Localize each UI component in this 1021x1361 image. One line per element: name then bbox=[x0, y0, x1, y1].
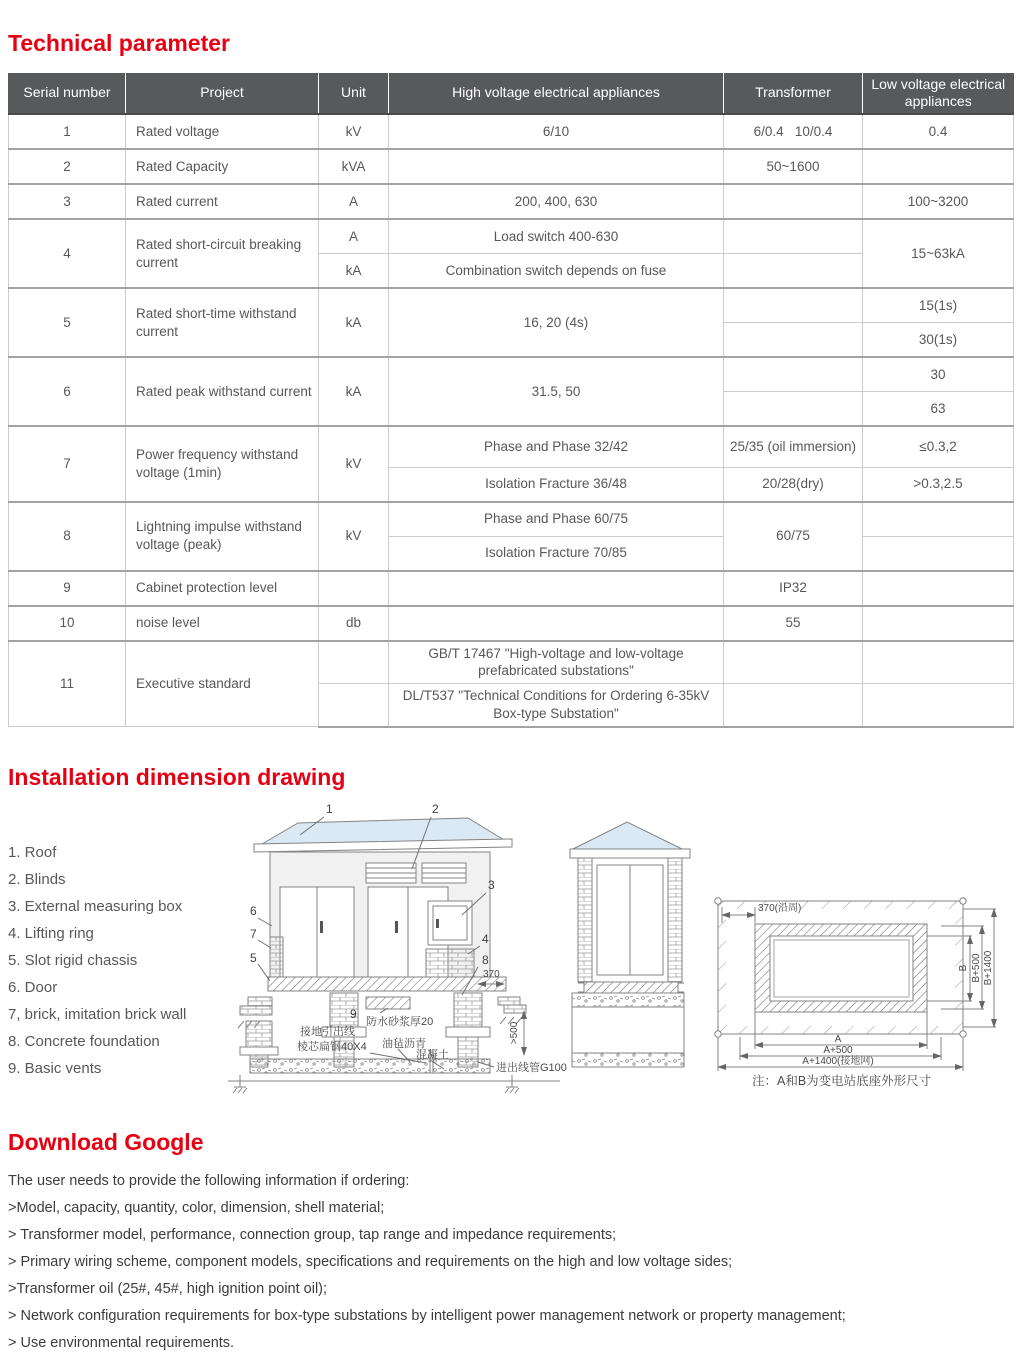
table-cell: db bbox=[319, 606, 389, 641]
gravel-band bbox=[250, 1059, 490, 1073]
table-cell: Load switch 400-630 bbox=[389, 219, 724, 254]
table-cell bbox=[724, 288, 863, 323]
label-flat-steel: 棱芯扁钢40X4 bbox=[297, 1040, 367, 1053]
label-conduit: 进出线管G100 bbox=[496, 1061, 567, 1074]
table-cell: 6/10 bbox=[389, 114, 724, 149]
table-cell: 11 bbox=[9, 641, 126, 727]
table-cell: kV bbox=[319, 502, 389, 571]
table-cell: kA bbox=[319, 288, 389, 357]
dim-370-front: 370 bbox=[483, 968, 500, 980]
technical-parameter-table bbox=[8, 73, 1014, 728]
installation-heading: Installation dimension drawing bbox=[8, 763, 346, 790]
legend-item: 9. Basic vents bbox=[8, 1059, 102, 1077]
ordering-item: > Use environmental requirements. bbox=[8, 1334, 235, 1351]
label-asphalt-felt: 油毡沥青 bbox=[382, 1037, 426, 1050]
table-cell: A bbox=[319, 219, 389, 254]
legend-item: 7, brick, imitation brick wall bbox=[8, 1005, 187, 1023]
label-ground-wire: 接地引出线 bbox=[300, 1025, 355, 1038]
technical-parameter-heading: Technical parameter bbox=[8, 30, 231, 56]
foundation-pier-right bbox=[446, 993, 490, 1067]
table-cell: kA bbox=[319, 357, 389, 426]
table-cell: kVA bbox=[319, 149, 389, 184]
measuring-box-window bbox=[428, 901, 472, 945]
table-cell: Rated Capacity bbox=[126, 149, 319, 184]
front-view bbox=[228, 802, 567, 1093]
table-row bbox=[9, 426, 1014, 467]
table-cell: 3 bbox=[9, 184, 126, 219]
label-waterproof-mortar: 防水砂浆厚20 bbox=[366, 1015, 434, 1028]
table-cell bbox=[389, 571, 724, 606]
table-cell: GB/T 17467 "High-voltage and low-voltage prefabricated substations" bbox=[389, 641, 724, 684]
table-cell: Isolation Fracture 36/48 bbox=[389, 467, 724, 502]
table-cell: IP32 bbox=[724, 571, 863, 606]
table-cell: Executive standard bbox=[126, 641, 319, 727]
callout-2: 2 bbox=[432, 801, 439, 816]
ground-steps-left bbox=[238, 997, 278, 1067]
download-heading: Download Google bbox=[8, 1128, 204, 1155]
table-row bbox=[9, 184, 1014, 219]
table-cell bbox=[389, 606, 724, 641]
column-header-transformer: Transformer bbox=[724, 73, 863, 114]
callout-4: 4 bbox=[482, 931, 489, 946]
table-cell bbox=[724, 219, 863, 254]
ordering-item: > Transformer model, performance, connection group, tap range and impedance requirements; bbox=[8, 1226, 617, 1243]
table-cell: 4 bbox=[9, 219, 126, 288]
table-cell: >0.3,2.5 bbox=[863, 467, 1014, 502]
table-cell bbox=[724, 392, 863, 427]
side-brick-left bbox=[578, 858, 592, 982]
table-cell: Rated short-circuit breaking current bbox=[126, 219, 319, 288]
table-cell: Rated peak withstand current bbox=[126, 357, 319, 426]
table-cell: Cabinet protection level bbox=[126, 571, 319, 606]
table-header-row bbox=[9, 73, 1014, 114]
table-cell bbox=[319, 684, 389, 727]
column-header-unit: Unit bbox=[319, 73, 389, 114]
side-roof bbox=[573, 822, 682, 849]
ground-steps-right bbox=[498, 997, 526, 1024]
table-cell: 16, 20 (4s) bbox=[389, 288, 724, 357]
ordering-intro: The user needs to provide the following information if ordering: bbox=[8, 1172, 410, 1189]
table-cell bbox=[724, 323, 863, 358]
table-cell: Phase and Phase 60/75 bbox=[389, 502, 724, 537]
table-cell: DL/T537 "Technical Conditions for Ordering 6-35kV Box-type Substation" bbox=[389, 684, 724, 727]
brick-wall-left bbox=[270, 937, 283, 977]
column-header-project: Project bbox=[126, 73, 319, 114]
table-cell: 0.4 bbox=[863, 114, 1014, 149]
legend-item: 5. Slot rigid chassis bbox=[8, 951, 138, 969]
table-cell: 31.5, 50 bbox=[389, 357, 724, 426]
table-cell: 15~63kA bbox=[863, 219, 1014, 288]
table-cell bbox=[863, 536, 1014, 571]
table-cell bbox=[319, 571, 389, 606]
table-row bbox=[9, 288, 1014, 323]
legend-item: 2. Blinds bbox=[8, 870, 66, 888]
callout-9: 9 bbox=[350, 1006, 357, 1021]
table-cell: 1 bbox=[9, 114, 126, 149]
table-cell: 30(1s) bbox=[863, 323, 1014, 358]
callout-3: 3 bbox=[488, 877, 495, 892]
dim-370-plan: 370(沿周) bbox=[758, 902, 802, 914]
installation-drawing-section bbox=[0, 797, 1021, 1111]
table-row bbox=[9, 571, 1014, 606]
dim-b1400: B+1400 bbox=[983, 950, 994, 985]
waterproof-layer bbox=[366, 997, 410, 1009]
table-cell: Combination switch depends on fuse bbox=[389, 254, 724, 289]
installation-drawing-svg bbox=[0, 797, 1021, 1111]
table-cell bbox=[863, 641, 1014, 684]
table-cell: 60/75 bbox=[724, 502, 863, 571]
table-cell: 6 bbox=[9, 357, 126, 426]
dim-a500: A+500 bbox=[823, 1044, 853, 1056]
side-view bbox=[570, 822, 690, 1067]
legend-item: 6. Door bbox=[8, 978, 58, 996]
louver-vents bbox=[366, 863, 466, 883]
table-cell bbox=[389, 149, 724, 184]
brick-wall-right bbox=[426, 949, 474, 977]
table-cell: Power frequency withstand voltage (1min) bbox=[126, 426, 319, 502]
table-cell bbox=[863, 606, 1014, 641]
table-cell bbox=[863, 502, 1014, 537]
column-header-hv: High voltage electrical appliances bbox=[389, 73, 724, 114]
label-concrete: 混凝土 bbox=[416, 1048, 449, 1061]
table-row bbox=[9, 641, 1014, 684]
table-row bbox=[9, 357, 1014, 392]
legend-item: 8. Concrete foundation bbox=[8, 1032, 160, 1050]
table-row bbox=[9, 219, 1014, 254]
table-cell bbox=[319, 641, 389, 684]
table-cell bbox=[724, 357, 863, 392]
table-cell bbox=[863, 684, 1014, 727]
legend-item: 3. External measuring box bbox=[8, 897, 183, 915]
table-cell bbox=[724, 684, 863, 727]
ordering-item: > Primary wiring scheme, component models, specifications and requirements on the high and low voltage sides; bbox=[8, 1253, 733, 1270]
column-header-serial: Serial number bbox=[9, 73, 126, 114]
callout-6: 6 bbox=[250, 903, 257, 918]
callout-7: 7 bbox=[250, 926, 257, 941]
side-chassis-strip bbox=[584, 982, 678, 993]
table-cell: Isolation Fracture 70/85 bbox=[389, 536, 724, 571]
plan-note: 注：A和B为变电站底座外形尺寸 bbox=[752, 1073, 932, 1088]
table-cell: kV bbox=[319, 426, 389, 502]
table-cell: noise level bbox=[126, 606, 319, 641]
table-cell: 30 bbox=[863, 357, 1014, 392]
table-cell bbox=[724, 184, 863, 219]
table-cell: 6/0.4 10/0.4 bbox=[724, 114, 863, 149]
chassis-strip bbox=[268, 977, 506, 991]
table-cell: 20/28(dry) bbox=[724, 467, 863, 502]
table-cell: Rated short-time withstand current bbox=[126, 288, 319, 357]
table-cell: kA bbox=[319, 254, 389, 289]
table-cell: Rated voltage bbox=[126, 114, 319, 149]
table-cell: 9 bbox=[9, 571, 126, 606]
callout-8: 8 bbox=[482, 952, 489, 967]
ordering-item: > Network configuration requirements for box-type substations by intelligent power management network or property management; bbox=[8, 1307, 846, 1324]
table-cell: 7 bbox=[9, 426, 126, 502]
table-cell: 2 bbox=[9, 149, 126, 184]
dim-a: A bbox=[834, 1033, 842, 1045]
table-cell: 50~1600 bbox=[724, 149, 863, 184]
callout-5: 5 bbox=[250, 950, 257, 965]
table-cell: 8 bbox=[9, 502, 126, 571]
table-cell: 100~3200 bbox=[863, 184, 1014, 219]
table-cell bbox=[863, 149, 1014, 184]
table-cell: ≤0.3,2 bbox=[863, 426, 1014, 467]
door-left-pair bbox=[280, 887, 354, 977]
ordering-item: >Transformer oil (25#, 45#, high ignition point oil); bbox=[8, 1280, 328, 1297]
table-row bbox=[9, 606, 1014, 641]
table-cell: 5 bbox=[9, 288, 126, 357]
table-cell: Lightning impulse withstand voltage (peak) bbox=[126, 502, 319, 571]
side-brick-right bbox=[668, 858, 682, 982]
table-row bbox=[9, 149, 1014, 184]
dim-b500: B+500 bbox=[971, 952, 982, 983]
table-cell: Rated current bbox=[126, 184, 319, 219]
callout-1: 1 bbox=[326, 801, 333, 816]
table-row bbox=[9, 114, 1014, 149]
table-cell: A bbox=[319, 184, 389, 219]
table-cell: 63 bbox=[863, 392, 1014, 427]
table-cell: kV bbox=[319, 114, 389, 149]
table-cell: 10 bbox=[9, 606, 126, 641]
table-cell: Phase and Phase 32/42 bbox=[389, 426, 724, 467]
column-header-lv: Low voltage electrical appliances bbox=[863, 73, 1014, 114]
dim-a1400: A+1400(接地网) bbox=[802, 1055, 874, 1067]
table-cell: 25/35 (oil immersion) bbox=[724, 426, 863, 467]
table-cell bbox=[863, 571, 1014, 606]
legend-item: 1. Roof bbox=[8, 843, 57, 861]
dim-b: B bbox=[958, 964, 969, 971]
table-row bbox=[9, 502, 1014, 537]
table-cell bbox=[724, 254, 863, 289]
table-cell: 200, 400, 630 bbox=[389, 184, 724, 219]
legend-item: 4. Lifting ring bbox=[8, 924, 94, 942]
table-cell: 55 bbox=[724, 606, 863, 641]
dim-gt500: >500 bbox=[509, 1021, 520, 1044]
table-cell: 15(1s) bbox=[863, 288, 1014, 323]
ordering-item: >Model, capacity, quantity, color, dimension, shell material; bbox=[8, 1199, 385, 1216]
table-cell bbox=[724, 641, 863, 684]
plan-view bbox=[715, 897, 996, 1087]
ordering-info bbox=[8, 1172, 1013, 1352]
baseline bbox=[228, 1075, 560, 1093]
